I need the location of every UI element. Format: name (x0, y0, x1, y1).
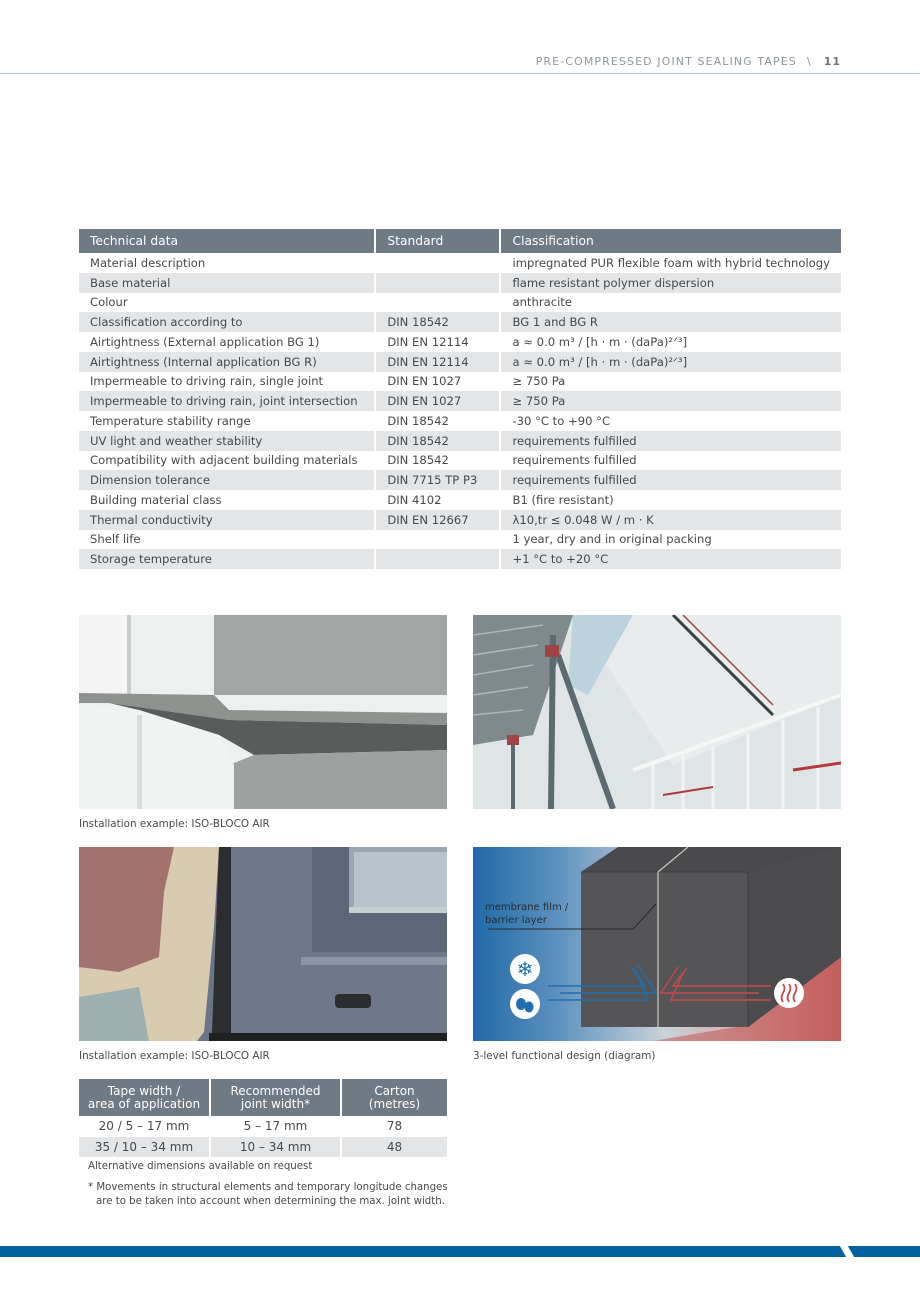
table-row (79, 312, 841, 332)
building-hall-photo (473, 615, 841, 809)
standard-cell (375, 530, 500, 550)
carton-cell: 48 (341, 1137, 447, 1158)
column-header-joint-width: Recommended joint width* (210, 1079, 341, 1116)
section-title: PRE-COMPRESSED JOINT SEALING TAPES (535, 55, 797, 68)
heat-waves-icon (774, 978, 804, 1008)
diagram-caption: 3-level functional design (diagram) (473, 1050, 656, 1062)
footnote (88, 1181, 458, 1209)
classification-cell: BG 1 and BG R (500, 312, 841, 332)
standard-cell: DIN EN 12114 (375, 352, 500, 372)
standard-cell: DIN 4102 (375, 490, 500, 510)
standard-cell: DIN EN 12667 (375, 510, 500, 530)
standard-cell: DIN 18542 (375, 312, 500, 332)
table-row (79, 431, 841, 451)
property-cell: Colour (79, 293, 375, 313)
classification-cell: impregnated PUR flexible foam with hybrid technology (512, 255, 830, 270)
table-row (79, 352, 841, 372)
tape-size-table (79, 1079, 447, 1157)
standard-cell: DIN 18542 (375, 431, 500, 451)
joint-width-cell: 5 – 17 mm (210, 1116, 341, 1137)
standard-cell: DIN EN 1027 (375, 391, 500, 411)
water-drops-icon (510, 989, 540, 1019)
table-row (79, 549, 841, 569)
classification-cell: ≥ 750 Pa (512, 374, 566, 389)
footnote-line: * Movements in structural elements and temporary longitude changes (88, 1182, 448, 1193)
table-row (79, 530, 841, 550)
column-header-classification: Classification (500, 229, 841, 253)
classification-cell: -30 °C to +90 °C (512, 413, 611, 428)
property-cell: UV light and weather stability (79, 431, 375, 451)
diagram-label: barrier layer (485, 915, 547, 926)
photo-caption: Installation example: ISO-BLOCO AIR (79, 818, 270, 830)
footer-bar (0, 1246, 920, 1257)
column-header-technical-data: Technical data (79, 229, 375, 253)
header-rule (0, 73, 920, 74)
classification-cell: requirements fulfilled (500, 431, 841, 451)
property-cell: Impermeable to driving rain, joint intersection (79, 391, 375, 411)
property-cell: Classification according to (79, 312, 375, 332)
column-header-standard: Standard (375, 229, 500, 253)
property-cell: Shelf life (79, 530, 375, 550)
classification-cell: a ≈ 0.0 m³ / [h · m · (daPa)²ᐟ³] (512, 334, 688, 349)
table-row (79, 411, 841, 431)
standard-cell: DIN EN 1027 (375, 372, 500, 392)
standard-cell: DIN 18542 (375, 411, 500, 431)
classification-cell: ≥ 750 Pa (500, 391, 841, 411)
carton-cell: 78 (386, 1119, 403, 1134)
joint-width-cell: 10 – 34 mm (210, 1137, 341, 1158)
table-row (79, 451, 841, 471)
property-cell: Dimension tolerance (79, 470, 375, 490)
property-cell: Storage temperature (79, 549, 375, 569)
header-separator: \ (806, 55, 812, 68)
standard-cell: DIN 18542 (375, 451, 500, 471)
table-row (79, 391, 841, 411)
table-header-row (79, 1079, 447, 1116)
svg-text:❄: ❄ (516, 957, 534, 981)
classification-cell: requirements fulfilled (512, 453, 637, 468)
standard-cell (375, 273, 500, 293)
property-cell: Temperature stability range (79, 411, 375, 431)
classification-cell: +1 °C to +20 °C (500, 549, 841, 569)
table-row (79, 253, 841, 273)
running-header (536, 55, 841, 68)
standard-cell (375, 549, 500, 569)
property-cell: Material description (79, 253, 375, 273)
column-header-tape-width: Tape width / area of application (79, 1079, 210, 1116)
availability-note: Alternative dimensions available on request (88, 1161, 313, 1172)
classification-cell: 1 year, dry and in original packing (512, 532, 712, 547)
classification-cell: flame resistant polymer dispersion (500, 273, 841, 293)
property-cell: Thermal conductivity (79, 510, 375, 530)
footnote-line: are to be taken into account when determining the max. joint width. (96, 1196, 445, 1207)
diagram-label: membrane film / (485, 902, 569, 913)
standard-cell (375, 253, 500, 273)
tape-width-cell: 35 / 10 – 34 mm (79, 1137, 210, 1158)
functional-design-diagram (473, 847, 841, 1041)
wall-joint-illustration (79, 615, 447, 809)
tape-width-cell: 20 / 5 – 17 mm (79, 1116, 210, 1137)
column-header-carton: Carton (metres) (341, 1079, 447, 1116)
table-row (79, 1116, 447, 1137)
window-frame-illustration (79, 847, 447, 1041)
classification-cell: requirements fulfilled (500, 470, 841, 490)
classification-cell: B1 (fire resistant) (512, 492, 614, 507)
foam-block-diagram (473, 847, 841, 1041)
technical-data-table (79, 229, 841, 569)
property-cell: Impermeable to driving rain, single joint (79, 372, 375, 392)
property-cell: Building material class (79, 490, 375, 510)
table-row (79, 332, 841, 352)
page-number: 11 (823, 55, 841, 68)
classification-cell: a ≈ 0.0 m³ / [h · m · (daPa)²ᐟ³] (500, 352, 841, 372)
standard-cell: DIN 7715 TP P3 (375, 470, 500, 490)
table-row (79, 273, 841, 293)
table-row (79, 470, 841, 490)
table-row (79, 293, 841, 313)
property-cell: Base material (79, 273, 375, 293)
installation-photo-window (79, 847, 447, 1041)
property-cell: Compatibility with adjacent building materials (79, 451, 375, 471)
standard-cell: DIN EN 12114 (375, 332, 500, 352)
classification-cell: λ10,tr ≤ 0.048 W / m · K (500, 510, 841, 530)
photo-caption: Installation example: ISO-BLOCO AIR (79, 1050, 270, 1062)
hall-interior-illustration (473, 615, 841, 809)
standard-cell (375, 293, 500, 313)
table-row (79, 1137, 447, 1158)
installation-photo-wall-joint (79, 615, 447, 809)
table-row (79, 372, 841, 392)
table-row (79, 490, 841, 510)
snowflake-icon (510, 954, 540, 984)
table-header-row (79, 229, 841, 253)
property-cell: Airtightness (Internal application BG R) (79, 352, 375, 372)
classification-cell: anthracite (512, 295, 572, 310)
property-cell: Airtightness (External application BG 1) (79, 332, 375, 352)
table-row (79, 510, 841, 530)
